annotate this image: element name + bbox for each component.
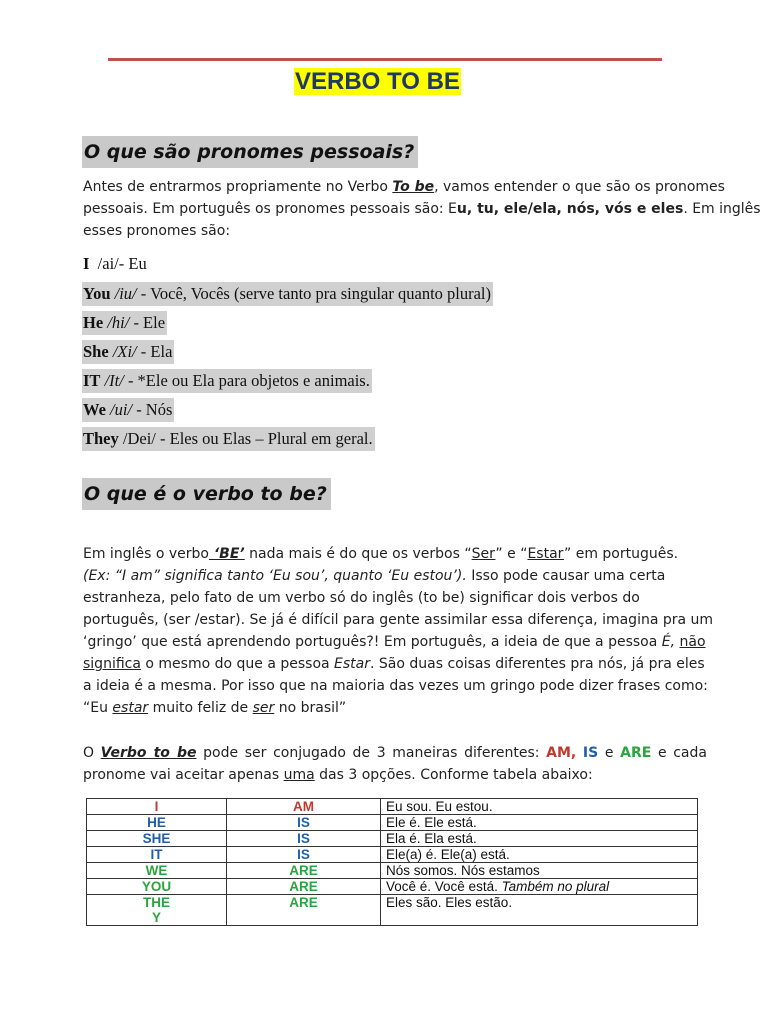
are-label: ARE (620, 745, 652, 761)
table-row (87, 879, 698, 895)
pronoun-line (82, 282, 493, 306)
pronoun-cell: HE (87, 815, 227, 831)
body-text: o mesmo do que a pessoa (140, 656, 335, 672)
pronoun-meaning: - Nós (136, 400, 173, 419)
verb-cell: ARE (227, 863, 381, 879)
intro-to-be: To be (392, 179, 435, 195)
pronoun-cell: SHE (87, 831, 227, 847)
conjugation-paragraph (83, 742, 705, 786)
translation-cell: Ela é. Ela está. (381, 831, 698, 847)
body-text: ” em português. (564, 546, 679, 562)
pronoun-meaning: - Ele (133, 313, 166, 332)
verb-cell: ARE (227, 895, 381, 926)
body-text: das 3 opções. Conforme tabela abaixo: (314, 767, 593, 783)
pronoun-cell: WE (87, 863, 227, 879)
body-text: muito feliz de (148, 700, 253, 716)
verb-cell: IS (227, 815, 381, 831)
pronoun-meaning: - Eles ou Elas – Plural em geral. (160, 429, 373, 448)
be-emphasis: ‘BE’ (208, 546, 245, 562)
body-text: português, (ser /estar). Se já é difícil para gente assimilar essa diferença, imagina pra um (83, 612, 714, 628)
body-text: Em inglês o verbo (83, 546, 209, 562)
table-row (87, 847, 698, 863)
plural-note: Também no plural (501, 879, 610, 894)
pronoun-word: IT (83, 371, 101, 390)
translation-cell: Eu sou. Eu estou. (381, 799, 698, 815)
pronoun-cell: I (87, 799, 227, 815)
translation-cell: Nós somos. Nós estamos (381, 863, 698, 879)
pronoun-part: Y (151, 910, 161, 925)
pronoun-meaning: - Ela (140, 342, 173, 361)
body-text: ” e “ (495, 546, 528, 562)
pronoun-meaning: - *Ele ou Ela para objetos e animais. (127, 371, 370, 390)
pronoun-line (82, 311, 167, 335)
table-row (87, 815, 698, 831)
heading-pronomes: O que são pronomes pessoais? (82, 136, 418, 168)
heading-verbo-to-be: O que é o verbo to be? (82, 478, 331, 510)
body-text: Isso pode causar uma certa (466, 568, 666, 584)
intro-paragraph (83, 176, 761, 242)
pronoun-pronunciation: /hi/ (107, 313, 130, 332)
body-text: . São duas coisas diferentes pra nós, já pra eles (370, 656, 705, 672)
verb-table (86, 798, 698, 926)
estar-italic: Estar (334, 656, 371, 672)
significa-word: significa (83, 656, 141, 672)
ser-underlined: ser (252, 700, 275, 716)
translation-cell: Ele(a) é. Ele(a) está. (381, 847, 698, 863)
pronoun-line (82, 340, 174, 364)
pronoun-word: I (83, 254, 90, 273)
body-text: e (598, 745, 621, 761)
am-label: AM, (546, 745, 577, 761)
pronoun-pronunciation: /Dei/ (122, 429, 156, 448)
body-text: pode ser conjugado de 3 maneiras diferentes: (196, 745, 547, 761)
pronoun-line (82, 398, 174, 422)
pronoun-pronunciation: /It/ (104, 371, 124, 390)
pronoun-word: She (83, 342, 109, 361)
verb-cell: ARE (227, 879, 381, 895)
uma-word: uma (283, 767, 315, 783)
body-text: a ideia é a mesma. Por isso que na maioria das vezes um gringo pode dizer frases como: (83, 678, 708, 694)
body-text: estranheza, pelo fato de um verbo só do inglês (to be) significar dois verbos do (83, 590, 640, 606)
pronoun-cell: YOU (87, 879, 227, 895)
pronoun-line (82, 427, 375, 451)
body-text: “Eu (83, 700, 113, 716)
intro-text: pessoais. Em português os pronomes pessoais são: E (83, 201, 457, 217)
table-row (87, 799, 698, 815)
translation-cell: Ele é. Ele está. (381, 815, 698, 831)
body-text: O (83, 745, 101, 761)
intro-text: Antes de entrarmos propriamente no Verbo (83, 179, 393, 195)
example-text: (Ex: “I am” significa tanto ‘Eu sou’, quanto ‘Eu estou’). (83, 568, 467, 584)
explanation-paragraph (83, 543, 714, 719)
pronoun-word: They (83, 429, 119, 448)
pronoun-cell: IT (87, 847, 227, 863)
pronoun-part: THE (143, 895, 170, 910)
translation-cell (381, 879, 698, 895)
e-word: É, (661, 634, 676, 650)
intro-pronouns-pt: u, tu, ele/ela, nós, vós e eles (456, 201, 684, 217)
pronoun-meaning: - Você, Vocês (serve tanto pra singular quanto plural) (140, 284, 492, 303)
pronoun-line (82, 369, 372, 393)
body-text: pronome vai aceitar apenas (83, 767, 284, 783)
translation-text: Você é. Você está. (386, 879, 502, 894)
pronoun-pronunciation: /iu/ (114, 284, 137, 303)
pronoun-meaning: - Eu (118, 254, 147, 273)
pronoun-word: He (83, 313, 104, 332)
pronoun-cell (87, 895, 227, 926)
verb-cell: AM (227, 799, 381, 815)
is-label: IS (582, 745, 599, 761)
estar-word: Estar (527, 546, 565, 562)
intro-text: . Em inglês (683, 201, 761, 217)
intro-text: , vamos entender o que são os pronomes (434, 179, 725, 195)
title-rule (108, 58, 662, 61)
ser-word: Ser (471, 546, 496, 562)
table-row (87, 831, 698, 847)
table-row (87, 895, 698, 926)
verb-cell: IS (227, 847, 381, 863)
pronoun-word: You (83, 284, 111, 303)
pronoun-line (82, 252, 149, 276)
estar-underlined: estar (112, 700, 149, 716)
translation-cell: Eles são. Eles estão. (381, 895, 698, 926)
nao-word: não (679, 634, 706, 650)
pronoun-pronunciation: /ai/ (97, 254, 119, 273)
table-row (87, 863, 698, 879)
verb-cell: IS (227, 831, 381, 847)
pronoun-pronunciation: /ui/ (110, 400, 133, 419)
verbo-to-be-emphasis: Verbo to be (100, 745, 197, 761)
body-text: e cada (651, 745, 707, 761)
document-title: VERBO TO BE (295, 68, 460, 95)
body-text: no brasil” (274, 700, 347, 716)
body-text: nada mais é do que os verbos “ (244, 546, 472, 562)
intro-text: esses pronomes são: (83, 223, 231, 239)
pronoun-pronunciation: /Xi/ (112, 342, 137, 361)
pronoun-word: We (83, 400, 106, 419)
body-text: ‘gringo’ que está aprendendo português?! Em português, a ideia de que a pessoa (83, 634, 662, 650)
